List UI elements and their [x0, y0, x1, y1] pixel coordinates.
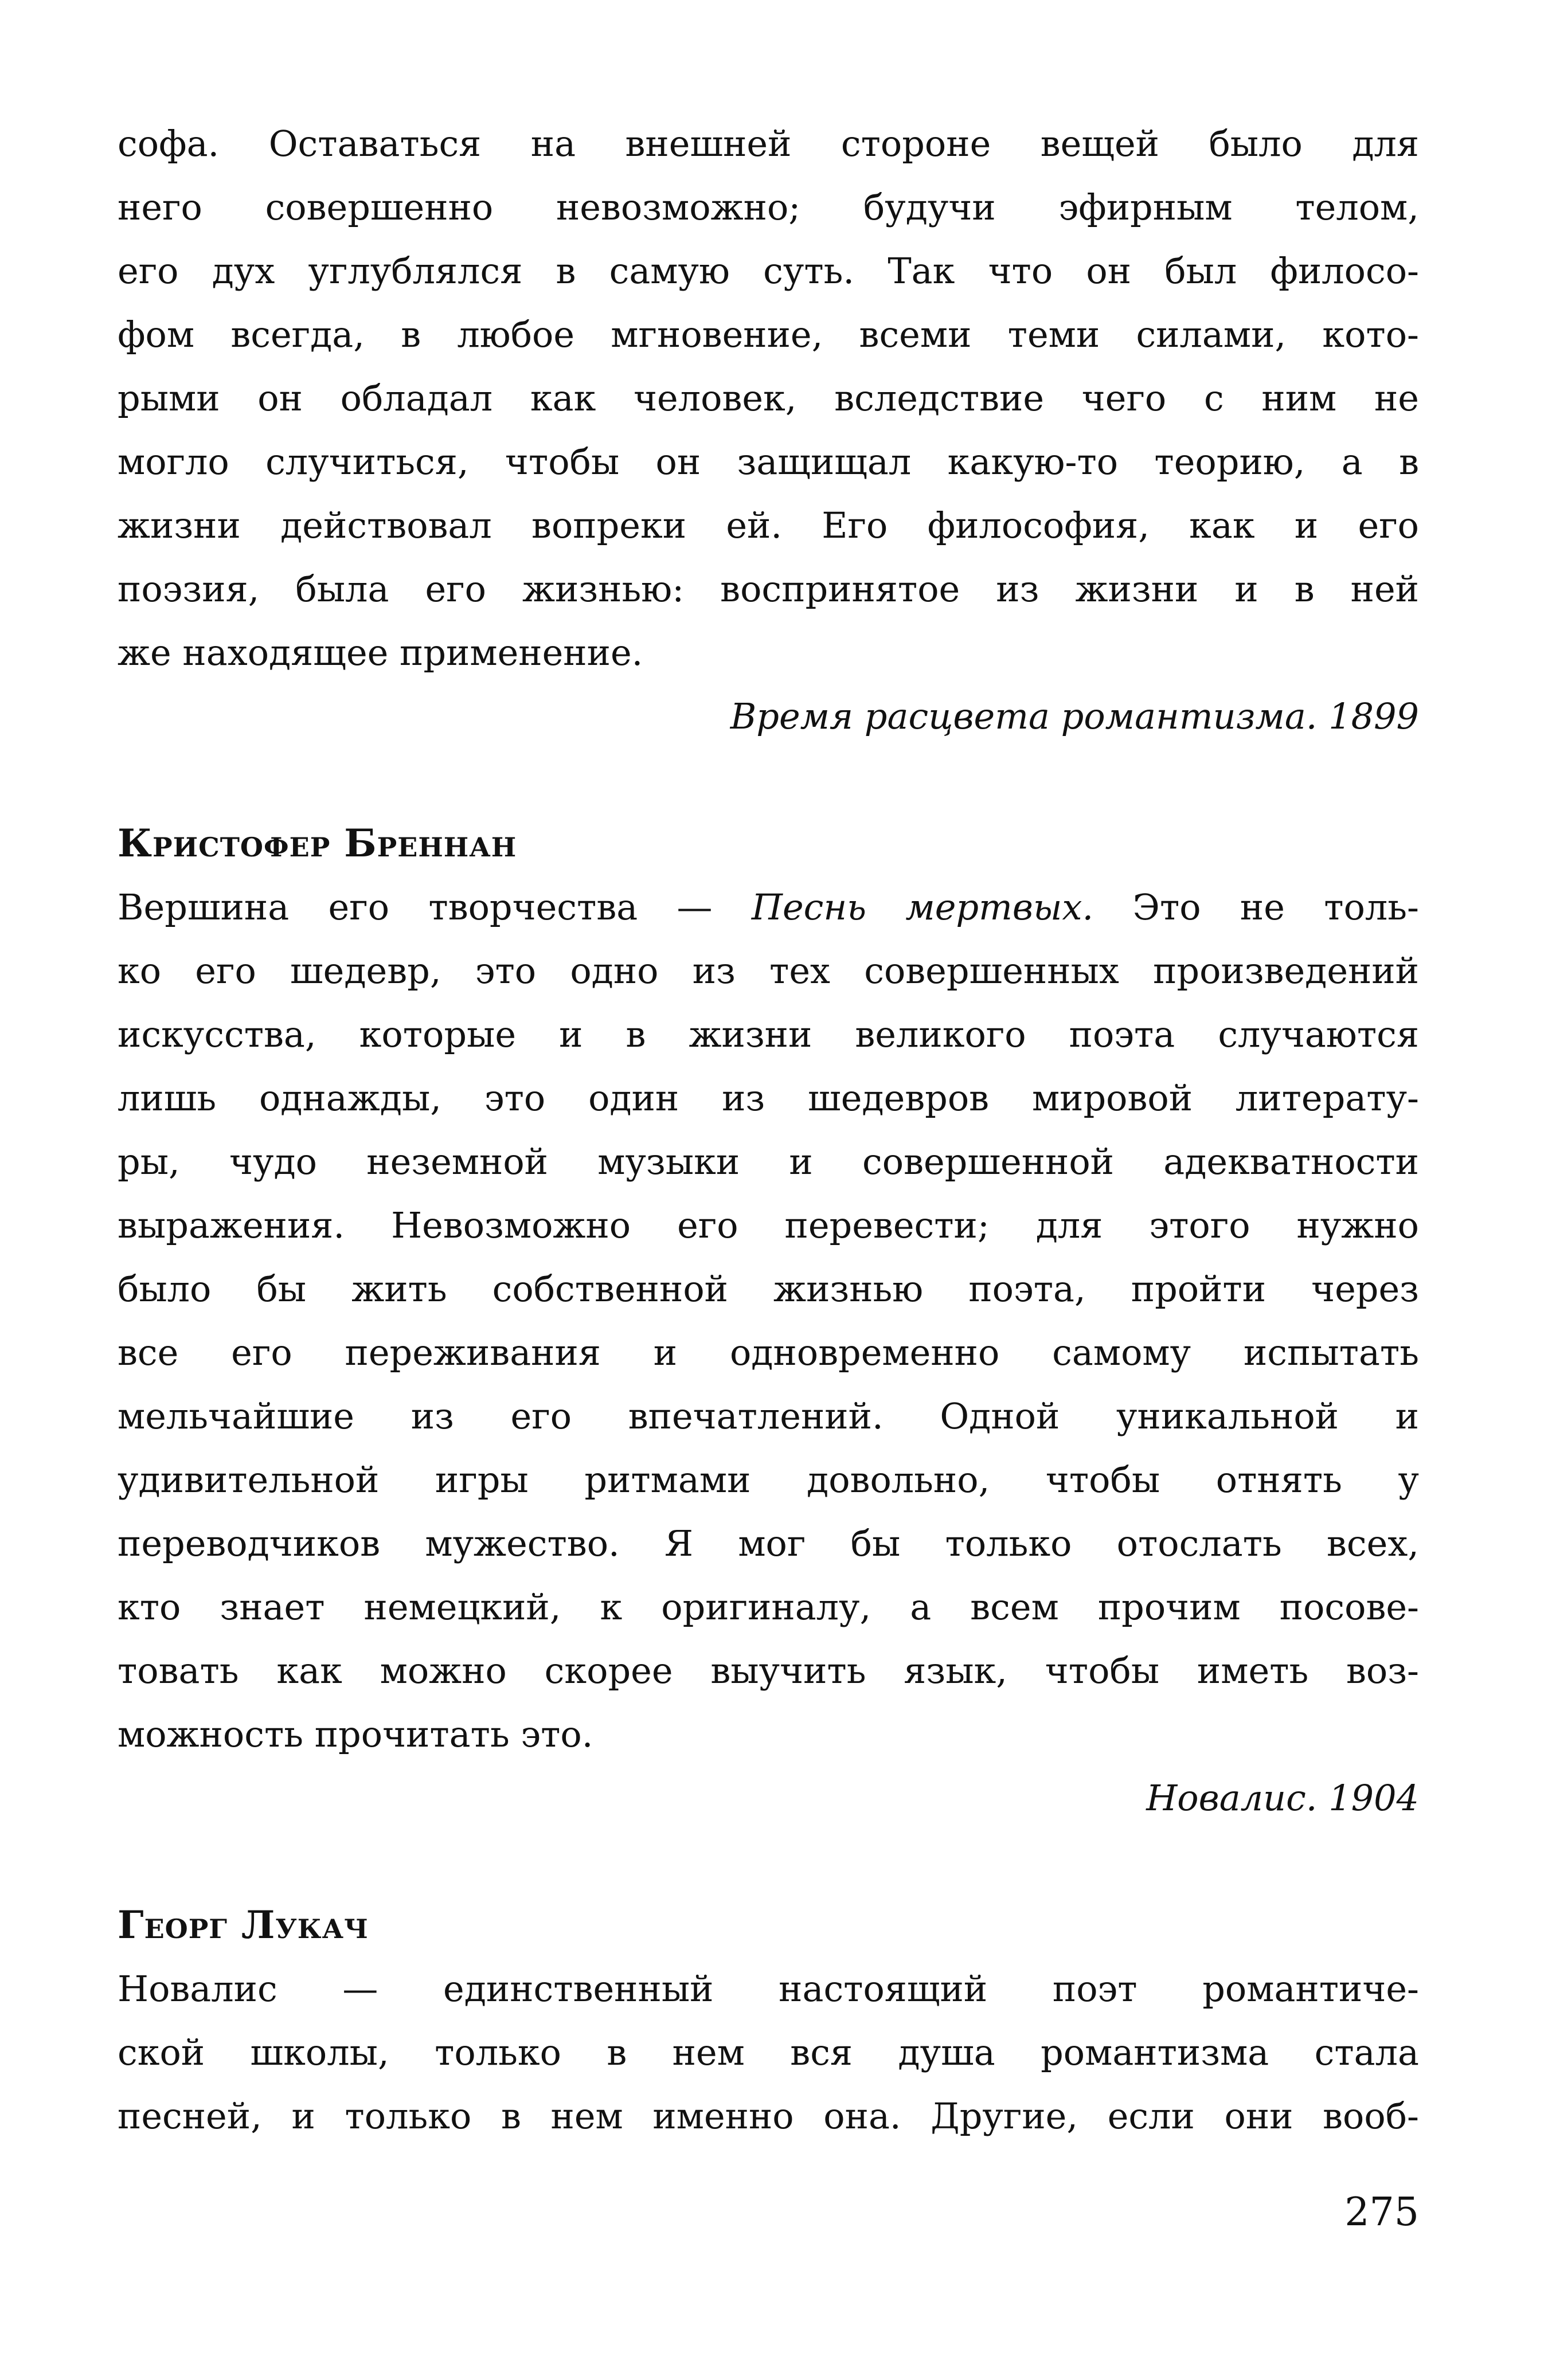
text-line: переводчиков мужество. Я мог бы только отослать всех, — [118, 1522, 1419, 1564]
text-fragment: Это не толь- — [1093, 886, 1419, 928]
paragraph-2 — [118, 875, 1419, 1766]
text-line: жизни действовал вопреки ей. Его философия, как и его — [118, 504, 1419, 546]
quote-source-2: Новалис. 1904 — [1146, 1777, 1419, 1819]
text-line: искусства, которые и в жизни великого поэта случаются — [118, 1013, 1419, 1055]
quote-source-1: Время расцвета романтизма. 1899 — [730, 695, 1419, 737]
text-line: товать как можно скорее выучить язык, чтобы иметь воз- — [118, 1650, 1419, 1692]
text-line: было бы жить собственной жизнью поэта, пройти через — [118, 1268, 1419, 1310]
page-text — [118, 112, 1419, 2148]
text-line: выражения. Невозможно его перевести; для этого нужно — [118, 1204, 1419, 1246]
text-line: ской школы, только в нем вся душа романтизма стала — [118, 2031, 1419, 2073]
text-line: ры, чудо неземной музыки и совершенной адекватности — [118, 1141, 1419, 1183]
text-line: кто знает немецкий, к оригиналу, а всем прочим посове- — [118, 1586, 1419, 1628]
section-gap — [118, 1830, 1419, 1893]
page-number: 275 — [1344, 2190, 1419, 2235]
text-line: можность прочитать это. — [118, 1713, 593, 1755]
text-line: поэзия, была его жизнью: воспринятое из жизни и в ней — [118, 568, 1419, 610]
paragraph-1 — [118, 112, 1419, 684]
text-fragment: Вершина его творчества — — [118, 886, 752, 928]
text-line: же находящее применение. — [118, 632, 643, 674]
text-line: фом всегда, в любое мгновение, всеми теми силами, кото- — [118, 314, 1419, 355]
work-title: Песнь мертвых. — [751, 886, 1094, 928]
text-line: удивительной игры ритмами довольно, чтобы отнять у — [118, 1459, 1419, 1501]
text-line: ко его шедевр, это одно из тех совершенных произведений — [118, 950, 1419, 992]
text-line: песней, и только в нем именно она. Другие, если они вооб- — [118, 2095, 1419, 2137]
text-line: Новалис — единственный настоящий поэт романтиче- — [118, 1968, 1419, 2010]
text-line: все его переживания и одновременно самому испытать — [118, 1332, 1419, 1373]
author-heading-brennan: Кристофер Бреннан — [118, 821, 517, 866]
paragraph-3 — [118, 1957, 1419, 2148]
text-line: его дух углублялся в самую суть. Так что он был филосо- — [118, 250, 1419, 292]
text-line: софа. Оставаться на внешней стороне вещей было для — [118, 123, 1419, 165]
author-heading-lukacs: Георг Лукач — [118, 1903, 369, 1947]
text-line: лишь однажды, это один из шедевров мировой литерату- — [118, 1077, 1419, 1119]
text-line — [118, 875, 1419, 939]
section-gap — [118, 748, 1419, 812]
text-line: мельчайшие из его впечатлений. Одной уникальной и — [118, 1395, 1419, 1437]
text-line: рыми он обладал как человек, вследствие чего с ним не — [118, 377, 1419, 419]
text-line: могло случиться, чтобы он защищал какую-то теорию, а в — [118, 441, 1419, 483]
text-line: него совершенно невозможно; будучи эфирным телом, — [118, 186, 1419, 228]
